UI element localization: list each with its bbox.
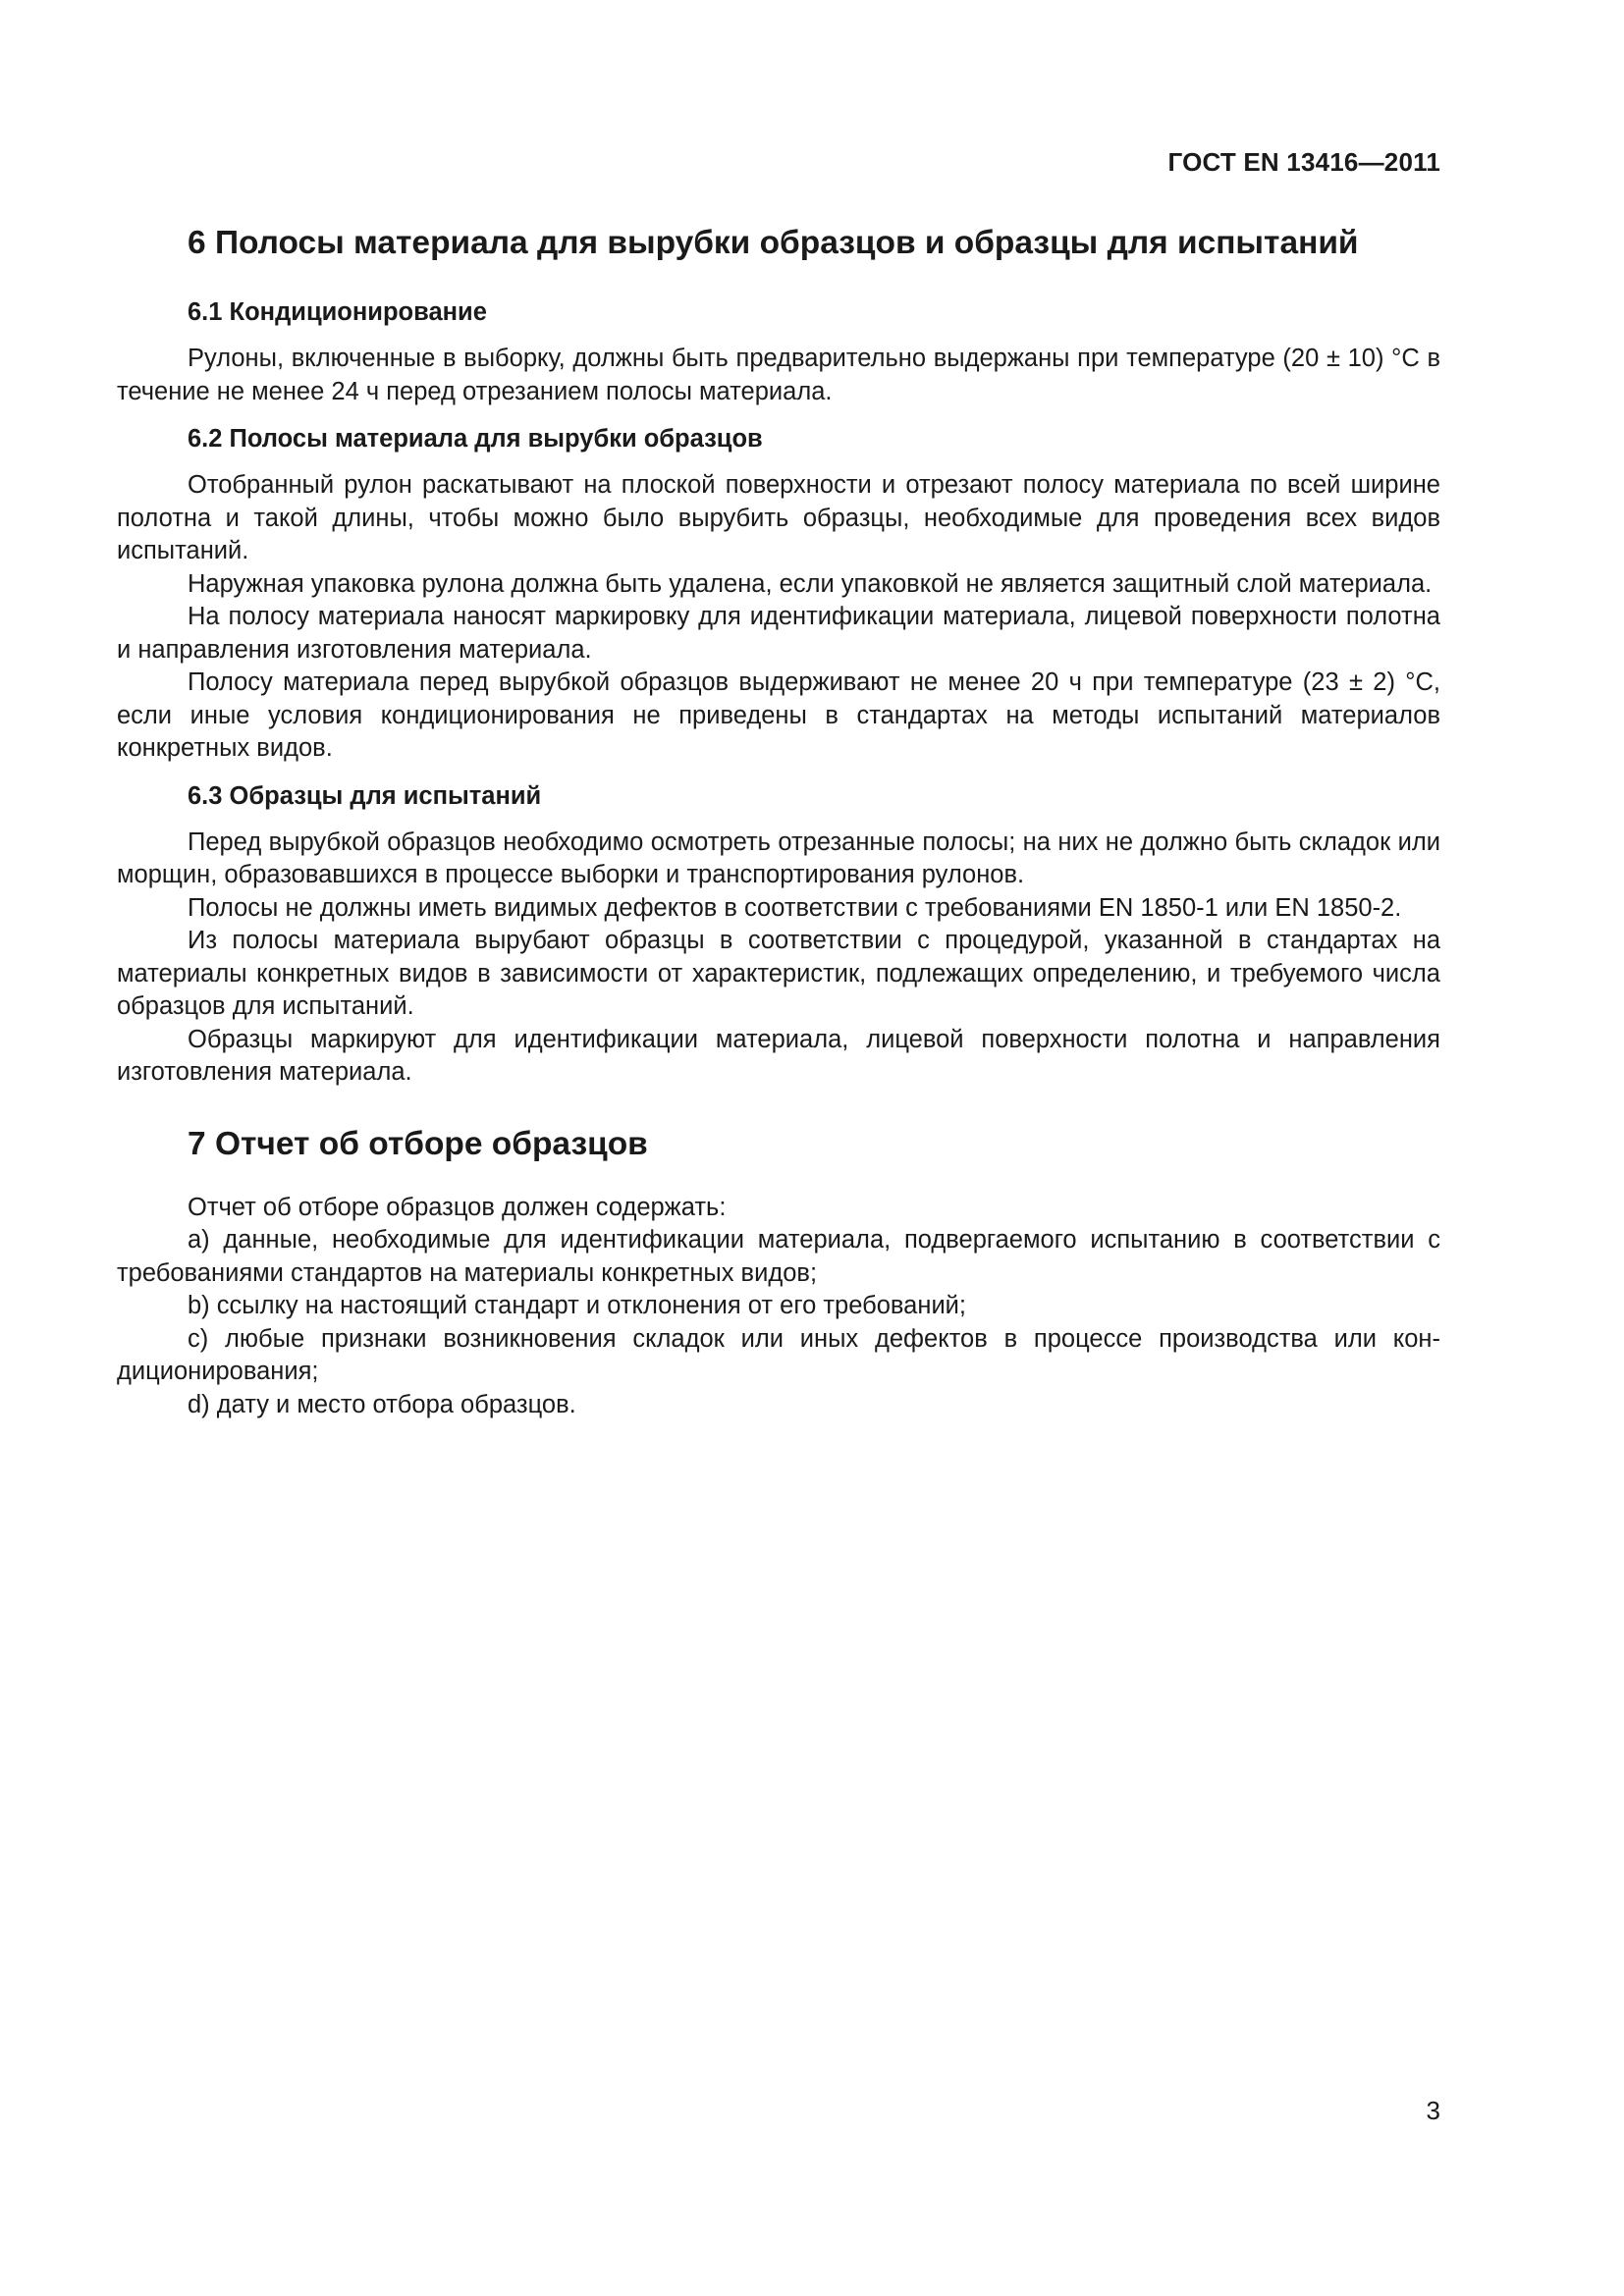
paragraph: На полосу материала наносят маркировку для идентификации материала, лицевой поверхности полотна и направления изготовления материала. xyxy=(117,603,1440,664)
list-item: с) любые признаки возникновения складок или иных дефектов в процессе производства или кондиционирования; xyxy=(117,1324,1440,1385)
list-item: b) ссылку на настоящий стандарт и отклонения от его требований; xyxy=(188,1292,967,1319)
section-7-title: 7 Отчет об отборе образцов xyxy=(188,1125,648,1162)
list-item: а) данные, необходимые для идентификации материала, подвергаемого испытанию в соответствии с требованиями стандартов на материалы конкретных видов; xyxy=(117,1226,1440,1287)
subsection-6-2-title: 6.2 Полосы материала для вырубки образцов xyxy=(188,425,763,453)
paragraph: Рулоны, включенные в выборку, должны быть предварительно выдержаны при температуре (20 ± 10) °С в течение не менее 24 ч перед отрезанием полосы материала. xyxy=(117,345,1440,405)
subsection-6-1-title: 6.1 Кондиционирование xyxy=(188,298,487,326)
paragraph: Наружная упаковка рулона должна быть удалена, если упаковкой не является защитный слой материала. xyxy=(188,569,1433,598)
paragraph: Отчет об отборе образцов должен содержать: xyxy=(188,1193,727,1221)
page-number: 3 xyxy=(1426,2096,1440,2125)
paragraph: Отобранный рулон раскатывают на плоской поверхности и отрезают полосу материала по всей ширине полотна и такой длины, чтобы можно было вырубить образцы, необходимые для проведения всех видов испытаний. xyxy=(117,471,1440,564)
paragraph: Образцы маркируют для идентификации материала, лицевой поверхности полотна и направления изготовления материала. xyxy=(117,1025,1440,1086)
standard-id-header: ГОСТ EN 13416—2011 xyxy=(1167,147,1440,177)
paragraph: Из полосы материала вырубают образцы в соответствии с процедурой, указанной в стандартах на материалы конкретных видов в зависимости от характеристик, подлежащих определению, и требуемого числа образцов для испытаний. xyxy=(117,927,1440,1020)
subsection-6-3-title: 6.3 Образцы для испытаний xyxy=(188,781,542,810)
page-content xyxy=(117,222,1440,1421)
paragraph: Перед вырубкой образцов необходимо осмотреть отрезанные полосы; на них не должно быть складок или морщин, образовавшихся в процессе выборки и транспортирования рулонов. xyxy=(117,828,1440,888)
paragraph: Полосы не должны иметь видимых дефектов в соответствии с требованиями EN 1850-1 или EN 1850-2. xyxy=(188,893,1402,922)
list-item: d) дату и место отбора образцов. xyxy=(188,1390,576,1418)
section-6-title: 6 Полосы материала для вырубки образцов и образцы для испытаний xyxy=(188,225,1359,261)
paragraph: Полосу материала перед вырубкой образцов выдерживают не менее 20 ч при температуре (23 ± 2) °С, если иные условия кондиционирования не приведены в стандартах на методы испытаний материалов конкретных видов. xyxy=(117,668,1440,762)
